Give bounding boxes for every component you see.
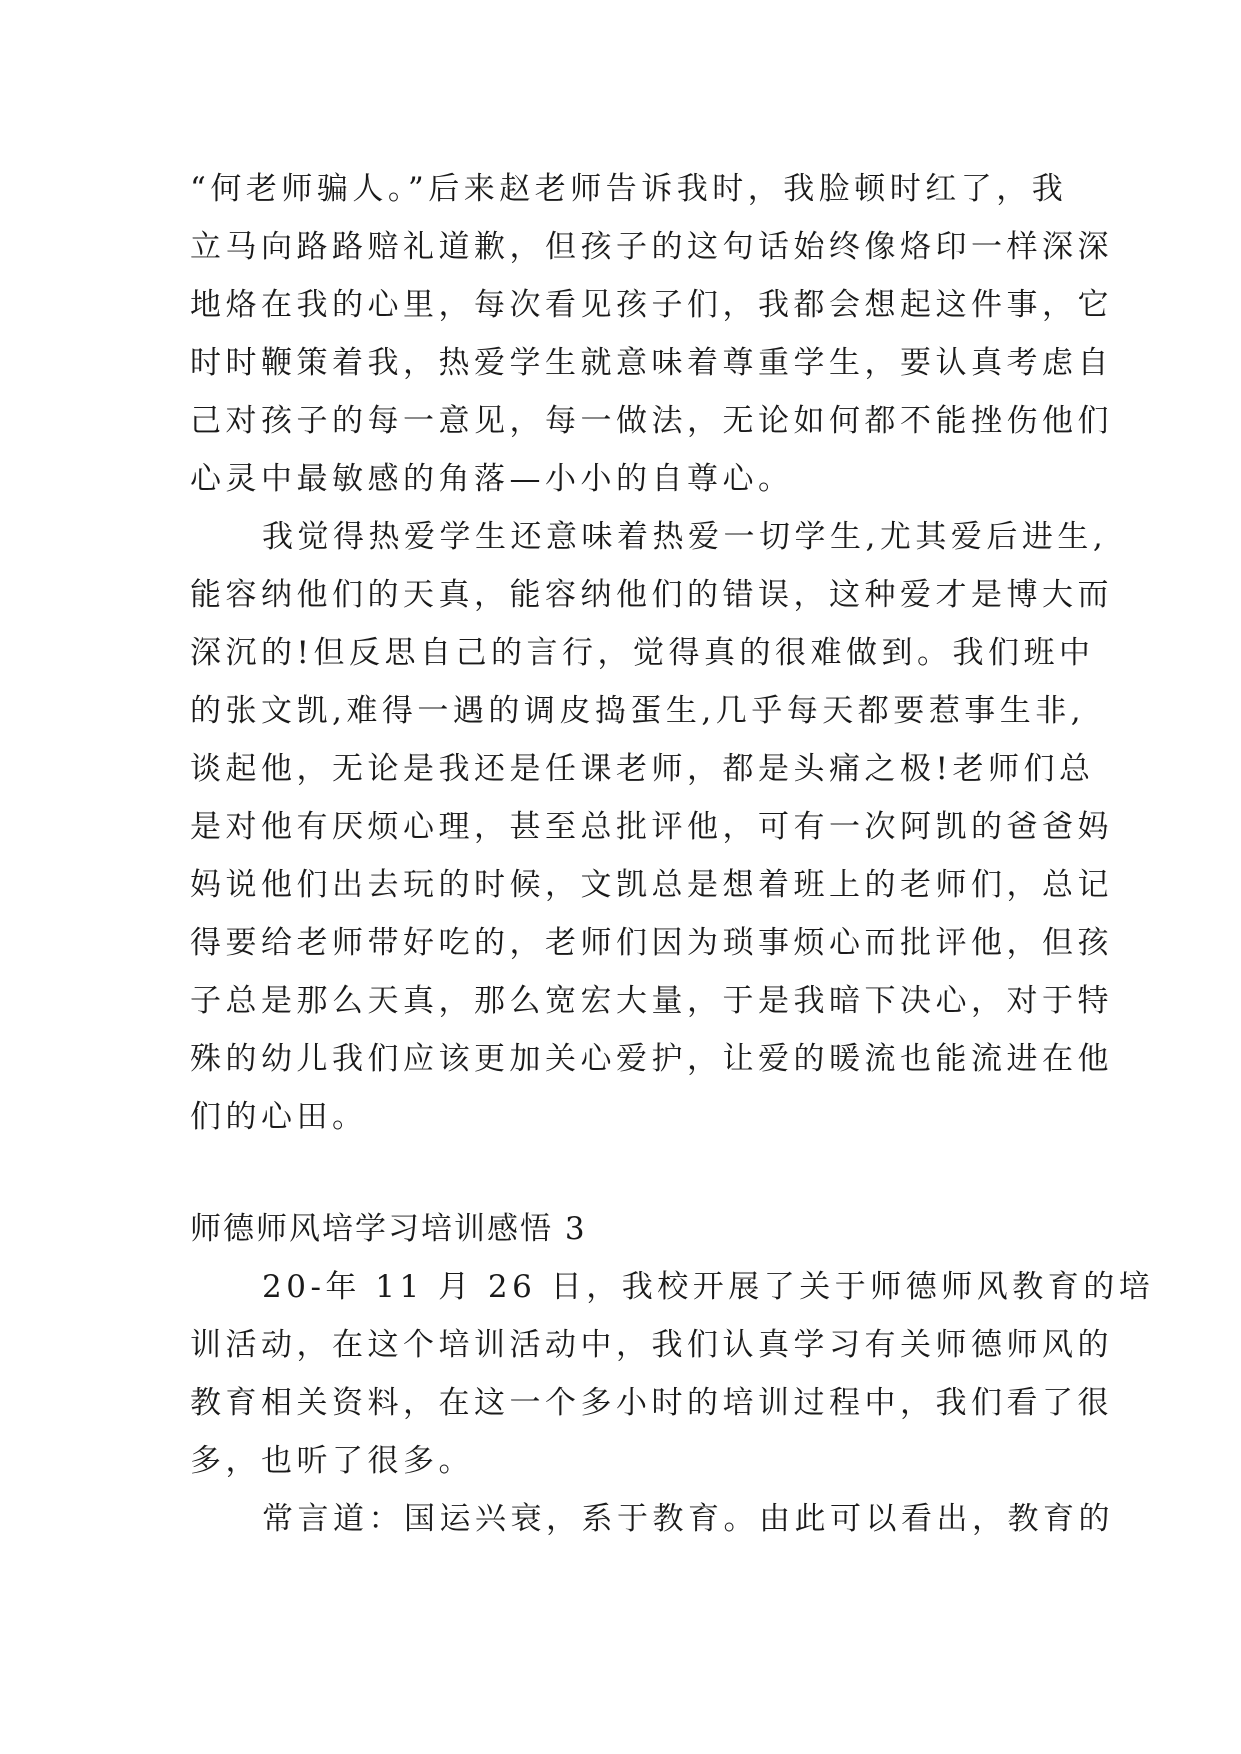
paragraph-line: 常言道：国运兴衰，系于教育。由此可以看出，教育的	[262, 1501, 1114, 1537]
paragraph-line: 20-年 11 月 26 日，我校开展了关于师德师风教育的培	[262, 1269, 1155, 1305]
paragraph-line: 训活动，在这个培训活动中，我们认真学习有关师德师风的	[190, 1327, 1113, 1363]
paragraph-4	[190, 1490, 1114, 1548]
paragraph-line: 我觉得热爱学生还意味着热爱一切学生,尤其爱后进生,	[262, 519, 1108, 555]
paragraph-line: 时时鞭策着我，热爱学生就意味着尊重学生，要认真考虑自	[190, 345, 1113, 381]
paragraph-line: 妈说他们出去玩的时候，文凯总是想着班上的老师们，总记	[190, 867, 1113, 903]
section-heading	[190, 1200, 1052, 1258]
paragraph-line: 子总是那么天真，那么宽宏大量，于是我暗下决心，对于特	[190, 983, 1113, 1019]
paragraph-line: 们的心田。	[190, 1099, 368, 1135]
paragraph-2	[190, 508, 1113, 1146]
paragraph-line: 地烙在我的心里，每次看见孩子们，我都会想起这件事，它	[190, 287, 1113, 323]
paragraph-line: 教育相关资料，在这一个多小时的培训过程中，我们看了很	[190, 1385, 1113, 1421]
paragraph-line: 殊的幼儿我们应该更加关心爱护，让爱的暖流也能流进在他	[190, 1041, 1113, 1077]
paragraph-line: 能容纳他们的天真，能容纳他们的错误，这种爱才是博大而	[190, 577, 1113, 613]
paragraph-line: 立马向路路赔礼道歉，但孩子的这句话始终像烙印一样深深	[190, 229, 1113, 265]
paragraph-line: 心灵中最敏感的角落—小小的自尊心。	[190, 461, 794, 497]
paragraph-line: “何老师骗人。”后来赵老师告诉我时，我脸顿时红了，我	[190, 171, 1068, 207]
paragraph-line: 己对孩子的每一意见，每一做法，无论如何都不能挫伤他们	[190, 403, 1113, 439]
paragraph-3	[190, 1258, 1155, 1490]
paragraph-line: 多，也听了很多。	[190, 1443, 474, 1479]
paragraph-line: 深沉的!但反思自己的言行，觉得真的很难做到。我们班中	[190, 635, 1095, 671]
paragraph-line: 得要给老师带好吃的，老师们因为琐事烦心而批评他，但孩	[190, 925, 1113, 961]
paragraph-1	[190, 160, 1113, 508]
paragraph-line: 谈起他，无论是我还是任课老师，都是头痛之极!老师们总	[190, 751, 1095, 787]
paragraph-line: 的张文凯,难得一遇的调皮捣蛋生,几乎每天都要惹事生非,	[190, 693, 1086, 729]
section-heading-text: 师德师风培学习培训感悟 3	[190, 1211, 587, 1247]
paragraph-line: 是对他有厌烦心理，甚至总批评他，可有一次阿凯的爸爸妈	[190, 809, 1113, 845]
